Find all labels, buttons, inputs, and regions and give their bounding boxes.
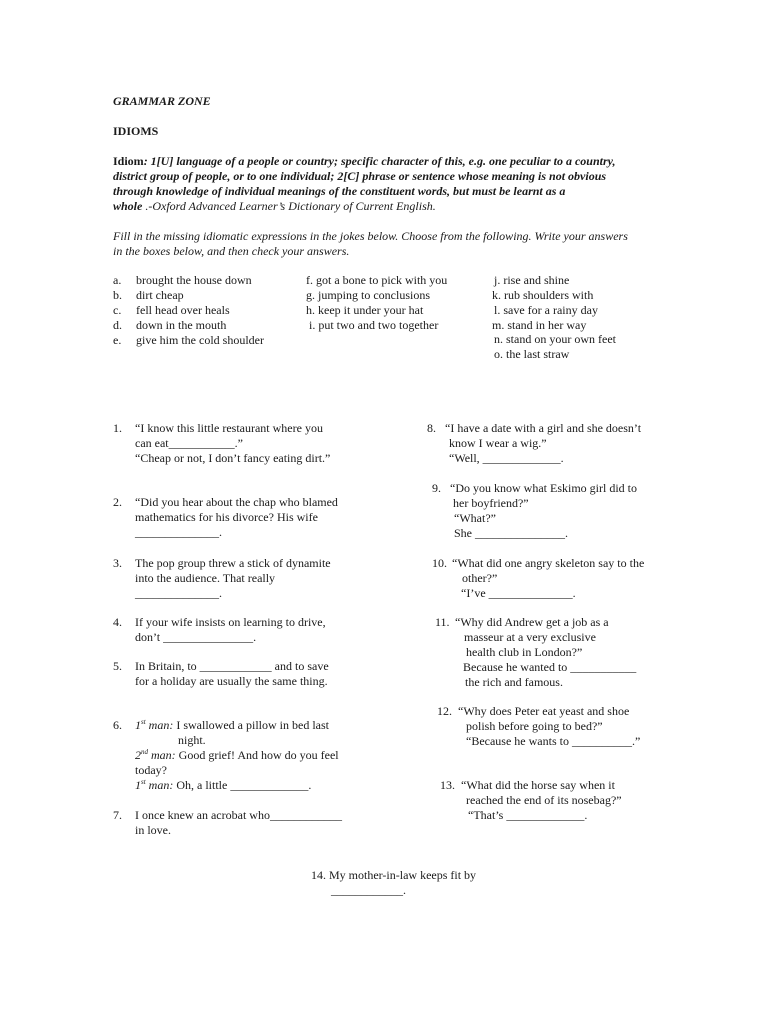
joke-item: In Britain, to ____________ and to save for a holiday are usually the same thing. bbox=[135, 659, 329, 688]
option-item: e. give him the cold shoulder bbox=[113, 333, 264, 347]
page-title: IDIOMS bbox=[113, 124, 159, 138]
joke-item: “I have a date with a girl and she doesn’t know I wear a wig.” “Well, _____________. bbox=[445, 421, 642, 465]
option-item: m. stand in her way bbox=[492, 318, 587, 332]
joke-number: 5. bbox=[113, 659, 122, 673]
option-item: j. rise and shine bbox=[494, 273, 570, 287]
joke-number: 2. bbox=[113, 495, 122, 509]
joke-item: If your wife insists on learning to drive, don’t _______________. bbox=[135, 615, 326, 644]
definition-line: : 1[U] language of a people or country; specific character of this, e.g. one peculiar to a country, bbox=[143, 154, 616, 168]
definition-source: .-Oxford Advanced Learner’s Dictionary of Current English. bbox=[142, 199, 436, 213]
joke-item: “Do you know what Eskimo girl did to her boyfriend?” “What?” She _______________. bbox=[450, 481, 637, 540]
joke-number: 11. bbox=[435, 615, 450, 629]
worksheet-section-label: GRAMMAR ZONE bbox=[113, 94, 211, 108]
joke-item: “Why did Andrew get a job as a masseur at a very exclusive health club in London?” Because he wanted to ___________ the rich and famous. bbox=[455, 615, 637, 689]
joke-item: I once knew an acrobat who____________ in love. bbox=[135, 808, 342, 837]
option-item: l. save for a rainy day bbox=[494, 303, 598, 317]
definition-line: through knowledge of individual meanings of the constituent words, but must be learnt as a bbox=[113, 184, 566, 198]
instructions bbox=[113, 229, 628, 259]
joke-number: 13. bbox=[440, 778, 455, 792]
joke-item: “What did one angry skeleton say to the other?” “I’ve ______________. bbox=[452, 556, 645, 600]
joke-item: 14. My mother-in-law keeps fit by bbox=[311, 868, 477, 882]
joke-item: “Why does Peter eat yeast and shoe polish before going to bed?” “Because he wants to __________.” bbox=[458, 704, 641, 748]
definition-term: Idiom bbox=[113, 154, 144, 168]
joke-item: The pop group threw a stick of dynamite into the audience. That really ______________. bbox=[135, 556, 331, 600]
joke-number: 4. bbox=[113, 615, 122, 629]
option-item: h. keep it under your hat bbox=[306, 303, 424, 317]
instructions-line: in the boxes below, and then check your answers. bbox=[113, 244, 350, 258]
joke-item: 1st man: I swallowed a pillow in bed last night. 2nd man: Good grief! And how do you feel today? 1st man: Oh, a little _____________. bbox=[135, 718, 339, 792]
option-item: f. got a bone to pick with you bbox=[306, 273, 448, 287]
joke-number: 9. bbox=[432, 481, 441, 495]
joke-number: 7. bbox=[113, 808, 122, 822]
idiom-definition bbox=[113, 154, 616, 214]
joke-item: “I know this little restaurant where you can eat___________.” “Cheap or not, I don’t fancy eating dirt.” bbox=[135, 421, 331, 465]
definition-line: district group of people, or to one individual; 2[C] phrase or sentence whose meaning is not obvious bbox=[113, 169, 607, 183]
joke-number: 8. bbox=[427, 421, 436, 435]
option-item: c. fell head over heals bbox=[113, 303, 230, 317]
joke-item: “What did the horse say when it reached the end of its nosebag?” “That’s _____________. bbox=[461, 778, 622, 822]
option-item: a. brought the house down bbox=[113, 273, 252, 287]
joke-item: ____________. bbox=[331, 883, 406, 897]
joke-number: 12. bbox=[437, 704, 452, 718]
joke-number: 1. bbox=[113, 421, 122, 435]
joke-item: “Did you hear about the chap who blamed mathematics for his divorce? His wife ______________. bbox=[135, 495, 338, 539]
option-item: k. rub shoulders with bbox=[492, 288, 594, 302]
option-item: i. put two and two together bbox=[309, 318, 439, 332]
joke-number: 3. bbox=[113, 556, 122, 570]
definition-line: whole bbox=[113, 199, 143, 213]
joke-number: 6. bbox=[113, 718, 122, 732]
option-item: g. jumping to conclusions bbox=[306, 288, 430, 302]
option-item: b. dirt cheap bbox=[113, 288, 184, 302]
joke-number: 10. bbox=[432, 556, 447, 570]
option-item: n. stand on your own feet bbox=[494, 332, 616, 346]
option-item: o. the last straw bbox=[494, 347, 570, 361]
instructions-line: Fill in the missing idiomatic expressions in the jokes below. Choose from the following. Write your answers bbox=[113, 229, 628, 243]
option-item: d. down in the mouth bbox=[113, 318, 227, 332]
options-column-1 bbox=[113, 273, 264, 348]
